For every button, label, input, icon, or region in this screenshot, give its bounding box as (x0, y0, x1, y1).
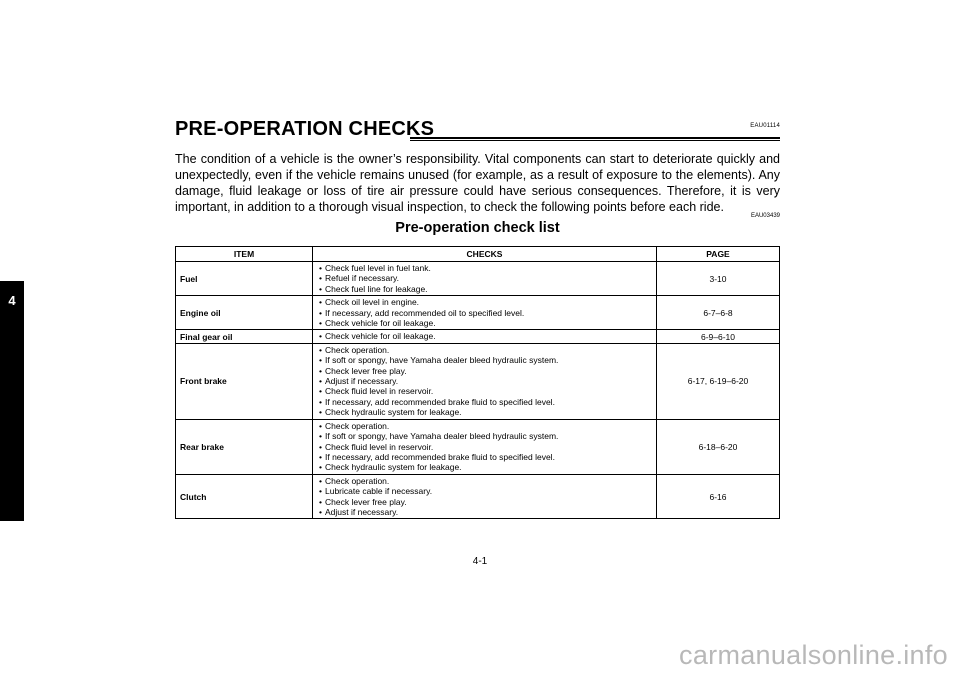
page-cell: 6-16 (657, 474, 780, 519)
section-tab (0, 281, 24, 521)
item-cell: Final gear oil (176, 330, 313, 343)
check-item: • Check vehicle for oil leakage. (317, 318, 652, 328)
intro-paragraph: The condition of a vehicle is the owner’s responsibility. Vital components can start to deteriorate quickly and unexpectedly, even if the vehicle remains unused (for example, as a result of exposure to the elements). Any damage, fluid leakage or loss of tire air pressure could have serious consequences. Therefore, it is very important, in addition to a thorough visual inspection, to check the following points before each ride. (175, 152, 780, 214)
table-row (176, 262, 780, 296)
item-cell: Clutch (176, 474, 313, 519)
checks-cell (313, 419, 657, 474)
table-row (176, 419, 780, 474)
check-item: • Refuel if necessary. (317, 273, 652, 283)
section-tab-number: 4 (8, 293, 16, 308)
header-checks: CHECKS (313, 247, 657, 262)
check-item: • Lubricate cable if necessary. (317, 486, 652, 496)
page-cell: 6-18–6-20 (657, 419, 780, 474)
checks-cell (313, 262, 657, 296)
check-item: • Adjust if necessary. (317, 507, 652, 517)
table-header-row (176, 247, 780, 262)
check-item: • If necessary, add recommended oil to specified level. (317, 308, 652, 318)
check-item: • Check vehicle for oil leakage. (317, 331, 652, 341)
pre-operation-check-table (175, 246, 780, 519)
check-item: • Check fluid level in reservoir. (317, 442, 652, 452)
check-item: • If necessary, add recommended brake fluid to specified level. (317, 452, 652, 462)
reference-code-subtitle: EAU03439 (750, 213, 780, 219)
check-item: • Check fuel level in fuel tank. (317, 263, 652, 273)
header-item: ITEM (176, 247, 313, 262)
check-item: • Check fluid level in reservoir. (317, 386, 652, 396)
checks-cell (313, 296, 657, 330)
page-cell: 6-9–6-10 (657, 330, 780, 343)
checks-cell (313, 474, 657, 519)
item-cell: Engine oil (176, 296, 313, 330)
item-cell: Fuel (176, 262, 313, 296)
check-item: • Check fuel line for leakage. (317, 284, 652, 294)
reference-code-title: EAU01114 (750, 123, 780, 129)
check-item: • Check lever free play. (317, 366, 652, 376)
check-item: • Check oil level in engine. (317, 297, 652, 307)
page-number: 4-1 (472, 556, 488, 567)
check-item: • Check lever free play. (317, 497, 652, 507)
title-rule (410, 137, 780, 141)
checklist-subtitle: Pre-operation check list (395, 220, 560, 236)
watermark: carmanualsonline.info (679, 640, 948, 670)
check-item: • If necessary, add recommended brake fluid to specified level. (317, 397, 652, 407)
check-item: • Check operation. (317, 421, 652, 431)
check-item: • Check hydraulic system for leakage. (317, 462, 652, 472)
check-item: • Adjust if necessary. (317, 376, 652, 386)
check-item: • If soft or spongy, have Yamaha dealer bleed hydraulic system. (317, 355, 652, 365)
table-row (176, 296, 780, 330)
page-cell: 3-10 (657, 262, 780, 296)
check-item: • Check operation. (317, 476, 652, 486)
header-page: PAGE (657, 247, 780, 262)
table-row (176, 474, 780, 519)
page-cell: 6-7–6-8 (657, 296, 780, 330)
table-row (176, 330, 780, 343)
check-item: • Check hydraulic system for leakage. (317, 407, 652, 417)
item-cell: Rear brake (176, 419, 313, 474)
table-row (176, 343, 780, 419)
page-cell: 6-17, 6-19–6-20 (657, 343, 780, 419)
check-item: • If soft or spongy, have Yamaha dealer bleed hydraulic system. (317, 431, 652, 441)
item-cell: Front brake (176, 343, 313, 419)
checks-cell (313, 330, 657, 343)
checks-cell (313, 343, 657, 419)
page-title: PRE-OPERATION CHECKS (175, 118, 435, 140)
check-item: • Check operation. (317, 345, 652, 355)
